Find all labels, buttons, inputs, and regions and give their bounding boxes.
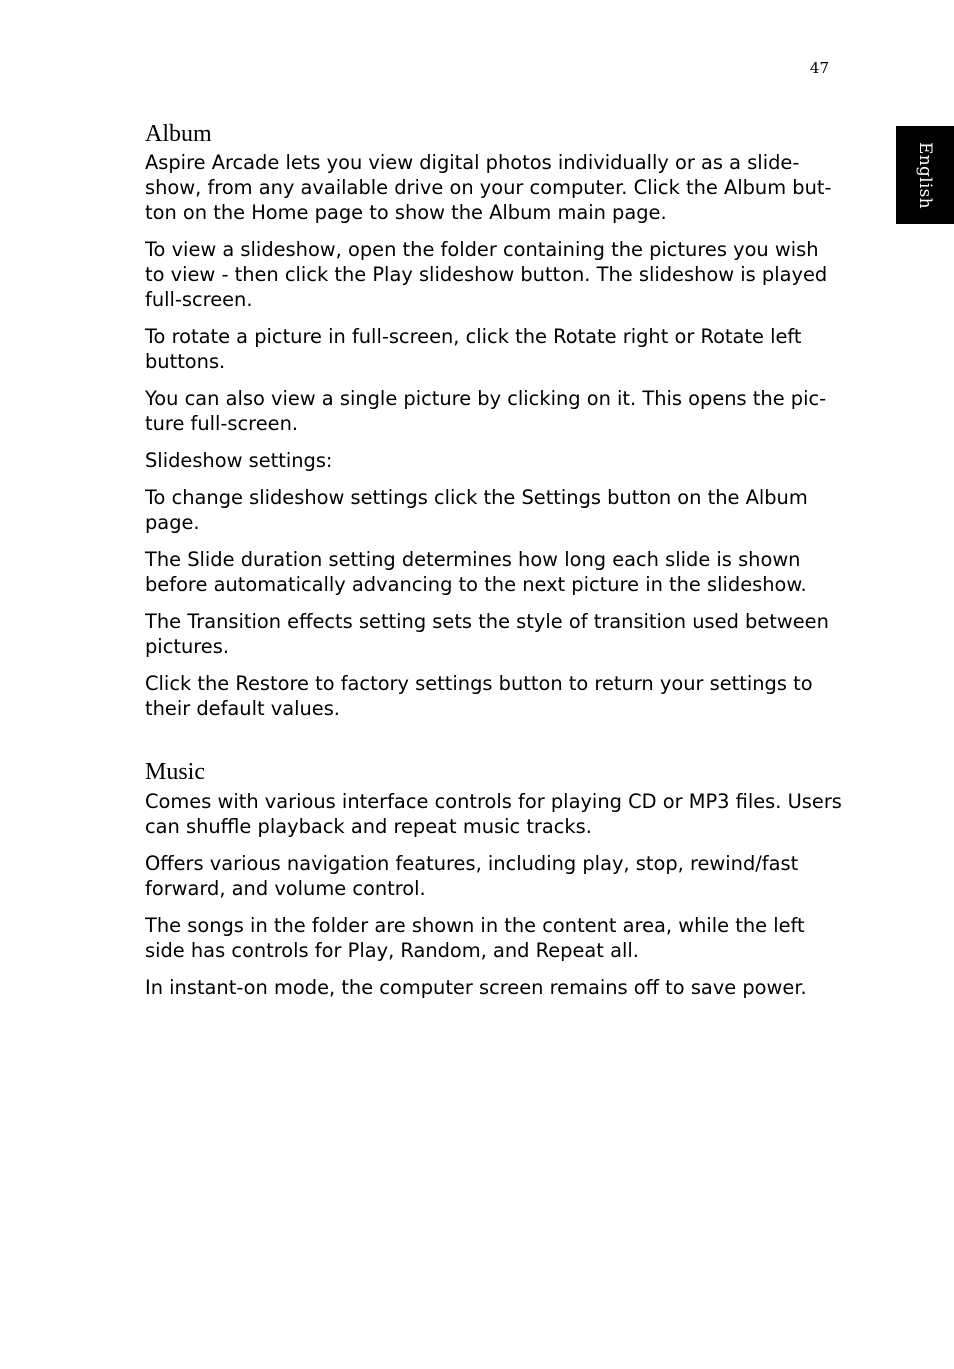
album-paragraph: Aspire Arcade lets you view digital photos individually or as a slide- show, from any available drive on your computer. Click the Album but- ton on the Home page to show the Album main page.: [145, 151, 832, 224]
music-section: [145, 789, 845, 1012]
music-heading: Music: [145, 759, 205, 785]
page-number: 47: [809, 59, 829, 77]
album-paragraph: Slideshow settings:: [145, 449, 333, 472]
music-paragraph: In instant-on mode, the computer screen remains off to save power.: [145, 976, 807, 999]
album-paragraph: The Transition effects setting sets the style of transition used between pictures.: [145, 610, 829, 658]
music-paragraph: Comes with various interface controls for playing CD or MP3 files. Users can shuffle playback and repeat music tracks.: [145, 790, 842, 838]
language-tab: [896, 126, 954, 224]
music-paragraph: Offers various navigation features, including play, stop, rewind/fast forward, and volume control.: [145, 852, 799, 900]
album-heading: Album: [145, 121, 212, 147]
language-tab-label: English: [915, 141, 935, 209]
album-section: [145, 150, 845, 733]
album-paragraph: Click the Restore to factory settings button to return your settings to their default values.: [145, 672, 813, 720]
album-paragraph: You can also view a single picture by clicking on it. This opens the pic- ture full-screen.: [145, 387, 827, 435]
album-paragraph: To change slideshow settings click the Settings button on the Album page.: [145, 486, 808, 534]
album-paragraph: To rotate a picture in full-screen, click the Rotate right or Rotate left buttons.: [145, 325, 802, 373]
music-paragraph: The songs in the folder are shown in the content area, while the left side has controls for Play, Random, and Repeat all.: [145, 914, 805, 962]
album-paragraph: The Slide duration setting determines how long each slide is shown before automatically advancing to the next picture in the slideshow.: [145, 548, 807, 596]
album-paragraph: To view a slideshow, open the folder containing the pictures you wish to view - then click the Play slideshow button. The slideshow is played full-screen.: [145, 238, 828, 311]
